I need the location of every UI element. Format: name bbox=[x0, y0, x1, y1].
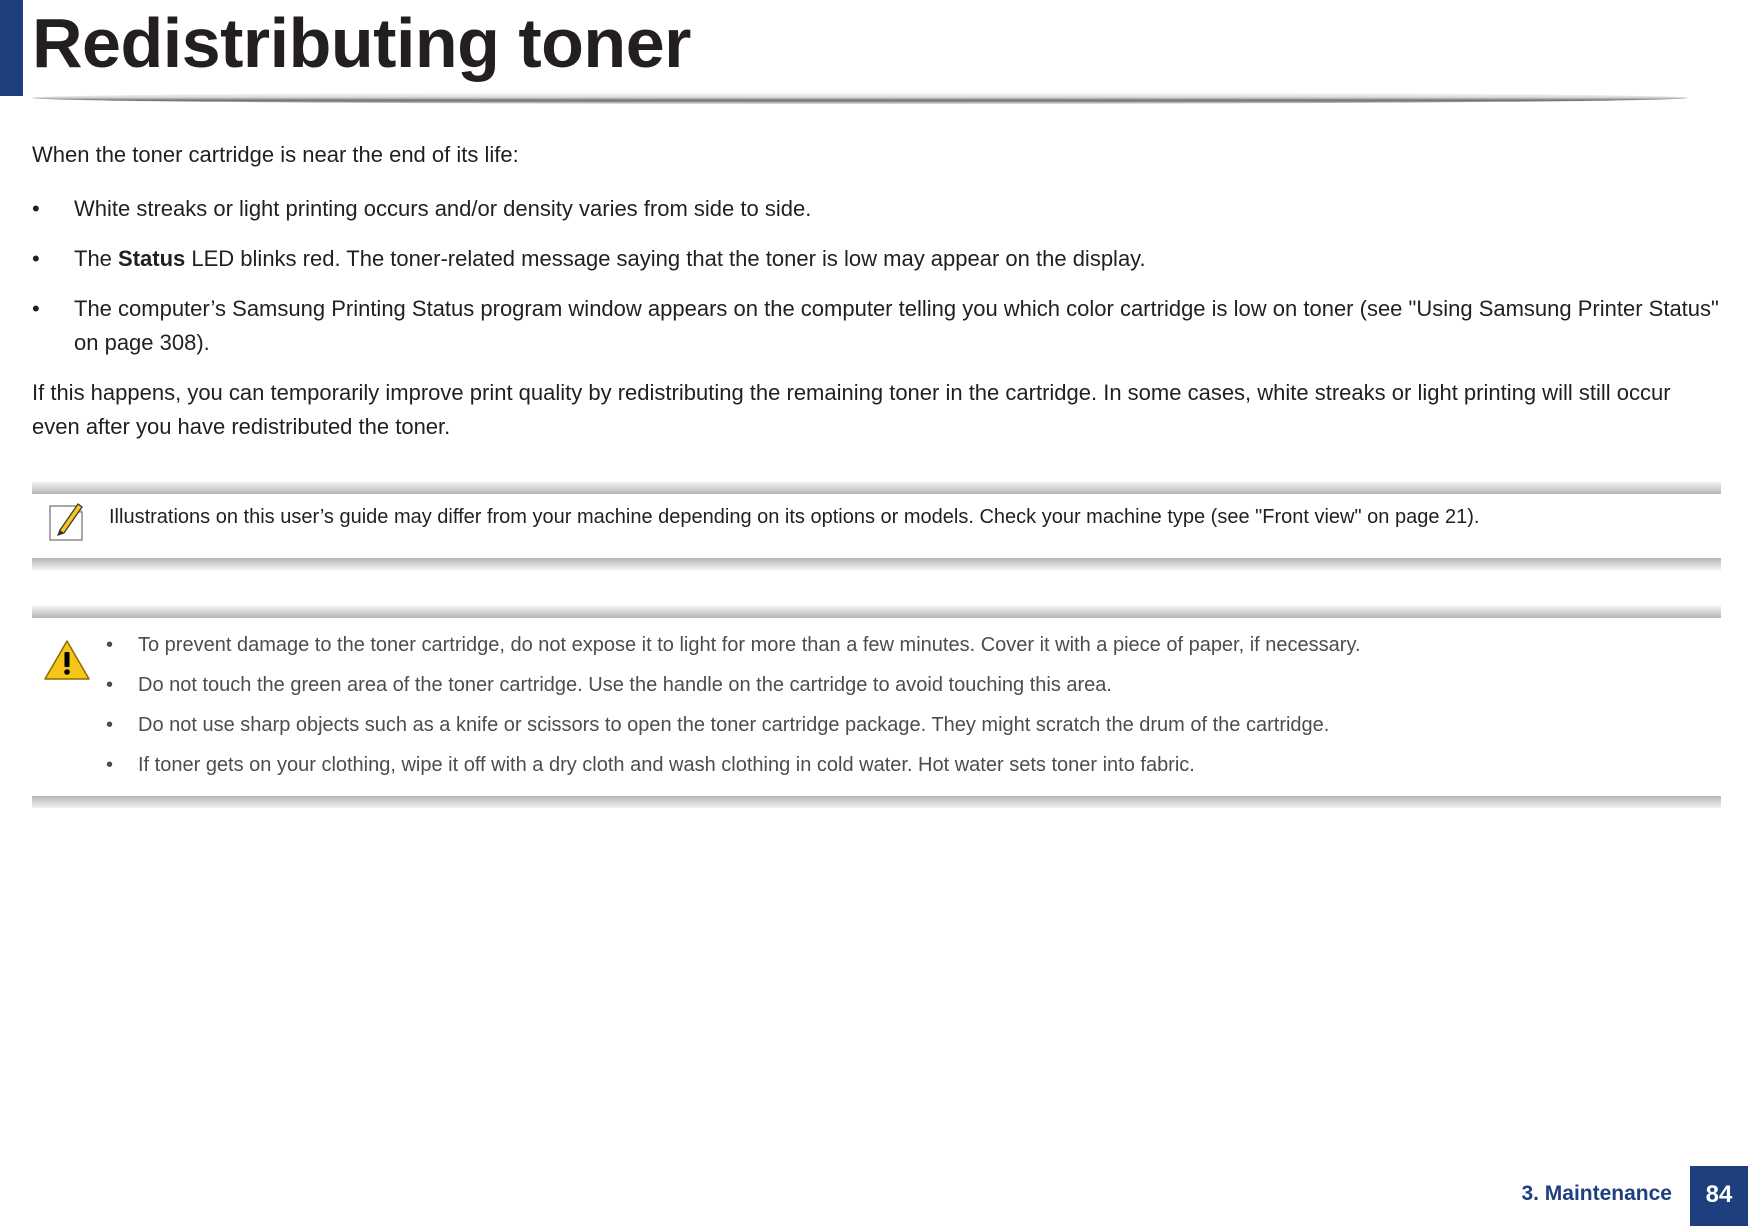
list-item bbox=[32, 242, 1722, 276]
note-text: Illustrations on this user’s guide may differ from your machine depending on its options or models. Check your machine type (see "Front view" on page 21). bbox=[109, 506, 1480, 528]
symptom-list bbox=[32, 192, 1722, 376]
list-item: • If toner gets on your clothing, wipe it off with a dry cloth and wash clothing in cold water. Hot water sets toner into fabric. bbox=[106, 754, 1195, 776]
list-item: • Do not touch the green area of the toner cartridge. Use the handle on the cartridge to avoid touching this area. bbox=[106, 674, 1112, 696]
list-item-text: White streaks or light printing occurs and/or density varies from side to side. bbox=[74, 196, 812, 221]
bullet-icon: • bbox=[32, 196, 40, 221]
page-number: 84 bbox=[1690, 1166, 1748, 1226]
list-item bbox=[32, 292, 1722, 360]
caution-bottom-band bbox=[32, 796, 1721, 808]
caution-content bbox=[32, 618, 1721, 796]
list-item-suffix: LED blinks red. The toner-related message saying that the toner is low may appear on the display. bbox=[185, 246, 1146, 271]
caution-item-text: Do not use sharp objects such as a knife or scissors to open the toner cartridge package. They might scratch the drum of the cartridge. bbox=[138, 714, 1330, 736]
note-content bbox=[32, 494, 1721, 558]
header-accent-tab bbox=[0, 0, 23, 96]
caution-list bbox=[106, 632, 1361, 792]
status-led-term: Status bbox=[118, 246, 186, 271]
footer-section-label: 3. Maintenance bbox=[1521, 1182, 1672, 1205]
caution-item-text: If toner gets on your clothing, wipe it off with a dry cloth and wash clothing in cold water. Hot water sets toner into fabric. bbox=[138, 754, 1195, 776]
caution-box bbox=[32, 606, 1721, 808]
page-title: Redistributing toner bbox=[32, 4, 691, 82]
note-pencil-icon bbox=[46, 500, 86, 544]
note-top-band bbox=[32, 482, 1721, 494]
list-item: • To prevent damage to the toner cartridge, do not expose it to light for more than a few minutes. Cover it with a piece of paper, if necessary. bbox=[106, 634, 1361, 656]
intro-text: When the toner cartridge is near the end of its life: bbox=[32, 142, 519, 167]
note-bottom-band bbox=[32, 558, 1721, 570]
caution-top-band bbox=[32, 606, 1721, 618]
warning-triangle-icon bbox=[43, 638, 91, 682]
caution-item-text: Do not touch the green area of the toner cartridge. Use the handle on the cartridge to avoid touching this area. bbox=[138, 674, 1112, 696]
note-box bbox=[32, 482, 1721, 570]
list-item: • Do not use sharp objects such as a knife or scissors to open the toner cartridge package. They might scratch the drum of the cartridge. bbox=[106, 714, 1330, 736]
list-item-prefix: The bbox=[74, 246, 119, 271]
list-item bbox=[32, 192, 1722, 226]
bullet-icon: • bbox=[32, 246, 40, 271]
list-item-text: The computer’s Samsung Printing Status program window appears on the computer telling you which color cartridge is low on toner (see "Using Samsung Printer Status" on page 308). bbox=[74, 296, 1719, 355]
bullet-icon: • bbox=[32, 296, 40, 321]
body-paragraph: If this happens, you can temporarily improve print quality by redistributing the remaining toner in the cartridge. In some cases, white streaks or light printing will still occur even after you have redistributed the toner. bbox=[32, 380, 1671, 439]
caution-item-text: To prevent damage to the toner cartridge, do not expose it to light for more than a few minutes. Cover it with a piece of paper, if necessary. bbox=[138, 634, 1361, 656]
title-divider bbox=[32, 92, 1688, 104]
